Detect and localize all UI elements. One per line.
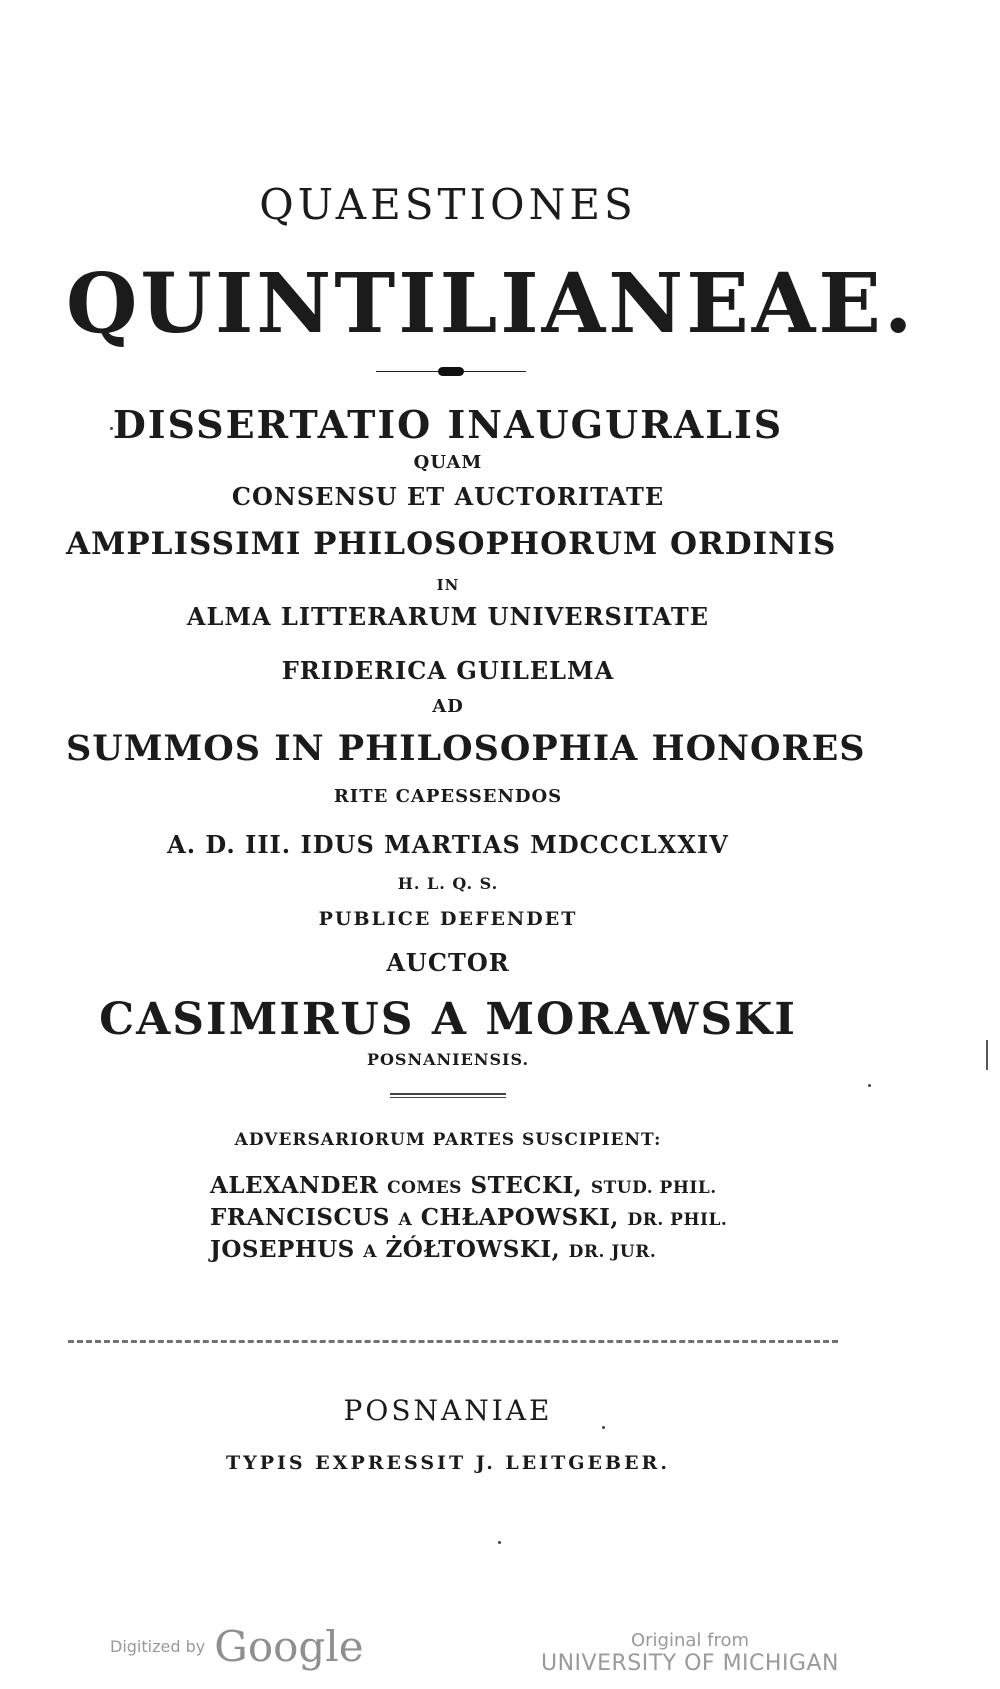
opponent-surname: ŻÓŁTOWSKI, [385, 1236, 561, 1263]
hlqs-line: H. L. Q. S. [397, 874, 499, 893]
opponent-mid: COMES [387, 1178, 462, 1198]
quam-line: QUAM [413, 452, 483, 473]
dissertatio-heading: DISSERTATIO INAUGURALIS [112, 402, 784, 447]
opponent-name: JOSEPHUS [210, 1236, 355, 1263]
institution-label: UNIVERSITY OF MICHIGAN [541, 1651, 839, 1676]
imprint-printer: TYPIS EXPRESSIT J. LEITGEBER. [226, 1452, 670, 1474]
ad-line: AD [432, 696, 464, 717]
paper-speck [498, 1541, 501, 1544]
google-logo: Google [214, 1622, 364, 1671]
consensu-line: CONSENSU ET AUCTORITATE [231, 482, 665, 511]
opponent-2 [210, 1204, 727, 1231]
digitized-by-label: Digitized by [110, 1637, 206, 1656]
paper-speck [110, 427, 113, 430]
alma-line: ALMA LITTERARUM UNIVERSITATE [186, 602, 710, 631]
opponent-surname: STECKI, [470, 1172, 583, 1199]
title-line-1: QUAESTIONES [259, 180, 637, 229]
margin-mark [986, 1040, 988, 1070]
opponent-mid: A [398, 1210, 413, 1230]
short-double-rule [390, 1092, 506, 1100]
original-from-block [540, 1630, 840, 1676]
title-line-2: QUINTILIANEAE. [66, 256, 916, 352]
opponent-title: DR. JUR. [568, 1242, 657, 1262]
auctor-line: AUCTOR [386, 948, 510, 977]
summos-line: SUMMOS IN PHILOSOPHIA HONORES [66, 728, 866, 769]
dashed-rule [68, 1340, 838, 1343]
opponent-1 [210, 1172, 717, 1199]
opponent-title: STUD. PHIL. [590, 1178, 717, 1198]
rite-line: RITE CAPESSENDOS [333, 786, 563, 807]
origin-line: POSNANIENSIS. [366, 1050, 530, 1069]
author-name: CASIMIRUS A MORAWSKI [99, 994, 797, 1045]
digitized-by-google [110, 1622, 364, 1671]
ornament-rule [376, 364, 526, 380]
opponent-name: FRANCISCUS [210, 1204, 390, 1231]
opponent-title: DR. PHIL. [627, 1210, 728, 1230]
opponents-heading: ADVERSARIORUM PARTES SUSCIPIENT: [234, 1130, 662, 1150]
opponent-3 [210, 1236, 656, 1263]
opponent-name: ALEXANDER [210, 1172, 379, 1199]
imprint-place: POSNANIAE [343, 1394, 553, 1427]
in-line: IN [436, 576, 460, 594]
paper-speck [868, 1084, 871, 1087]
paper-speck [602, 1426, 605, 1429]
opponent-surname: CHŁAPOWSKI, [420, 1204, 619, 1231]
amplissimi-line: AMPLISSIMI PHILOSOPHORUM ORDINIS [66, 526, 837, 562]
original-from-label: Original from [630, 1630, 750, 1651]
date-line: A. D. III. IDUS MARTIAS MDCCCLXXIV [167, 830, 729, 859]
friderica-line: FRIDERICA GUILELMA [281, 656, 615, 685]
publice-line: PUBLICE DEFENDET [318, 908, 578, 930]
opponent-mid: A [363, 1242, 377, 1262]
